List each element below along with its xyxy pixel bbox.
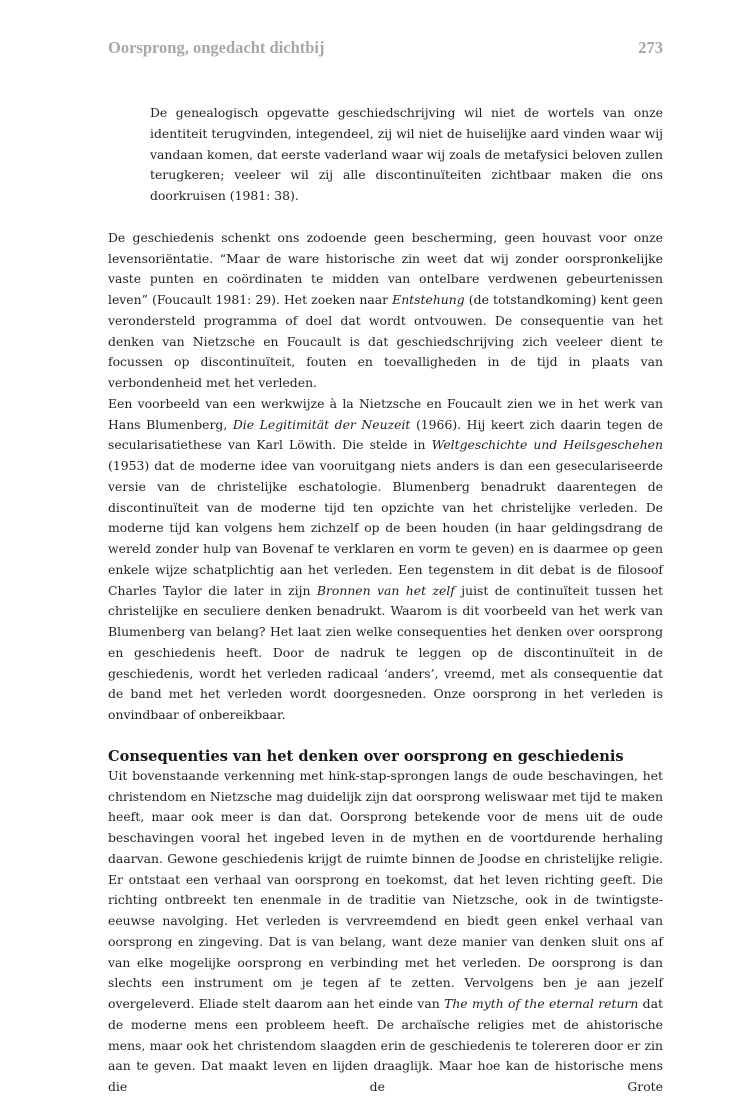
running-header [108,38,663,62]
paragraph-3-text-c: dat de moderne mens een probleem heeft. De archaïsche religies met de ahistorische mens, maar ook het christendom slaagden erin de geschiedenis te tolereren door er zin aan te geven. Dat maakt leven en lijden draaglijk. Maar hoe kan de historische mens die de Grote [108,996,663,1094]
paragraph-2-text-c: (1966). Hij keert zich daarin tegen de secularisatiethese van Karl Löwith. Die stelde in [108,416,664,453]
paragraph-1-italic-entstehung: Entstehung [392,292,465,307]
paragraph-2-text-g: juist de continuïteit tussen het christelijke en seculiere denken benadrukt. Waarom is dit voorbeeld van het werk van Blumenberg van belang? Het laat zien welke consequenties het denken over oorsprong en geschiedenis heeft. Door de nadruk te leggen op de discontinuïteit in de geschiedenis, wordt het verleden radicaal ‘anders’, vreemd, met als consequentie dat de band met het verleden wordt doorgesneden. Onze oorsprong in het verleden is onvindbaar of onbereikbaar. [108,582,663,722]
paragraph-3-italic-myth: The myth of the eternal return [444,996,639,1011]
paragraph-3-text-a: Uit bovenstaande verkenning met hink-stap-sprongen langs de oude beschavingen, het christendom en Nietzsche mag duidelijk zijn dat oorsprong weliswaar met tijd te maken heeft, maar ook meer is dan dat. Oorsprong betekende voor de mens uit de oude beschavingen vooral het ingebed leven in de mythen en de voortdurende herhaling daarvan. Gewone geschiedenis krijgt de ruimte binnen de Joodse en christelijke religie. Er ontstaat een verhaal van oorsprong en toekomst, dat het leven richting geeft. Die richting ontbreekt ten enenmale in de traditie van Nietzsche, ook in de twintigste-eeuwse navolging. Het verleden is vervreemdend en biedt geen enkel verhaal van oorsprong en zingeving. Dat is van belang, want deze manier van denken sluit ons af van elke mogelijke oorsprong en verbinding met het verleden. De oorsprong is dan slechts een instrument om je tegen af te zetten. Vervolgens ben je aan jezelf overgeleverd. Eliade stelt daarom aan het einde van [108,767,663,1011]
paragraph-1-text-a: De geschiedenis schenkt ons zodoende geen bescherming, geen houvast voor onze levensoriëntatie. “Maar de ware historische zin weet dat wij zonder oorspronkelijke vaste punten en coördinaten te midden van ontelbare verdwenen gebeurtenissen leven” (Foucault 1981: 29). Het zoeken naar [108,229,663,307]
paragraph-1 [108,228,663,394]
paragraph-2-text-e: (1953) dat de moderne idee van vooruitgang niets anders is dan een geseculariseerde versie van de christelijke eschatologie. Blumenberg benadrukt daarentegen de discontinuïteit van de moderne tijd ten opzichte van het christelijke verleden. De moderne tijd kan volgens hem zichzelf op de been houden (in haar geldingsdrang de wereld zonder hulp van Bovenaf te verklaren en vorm te geven) en is daarmee op geen enkele wijze schatplichtig aan het verleden. Een tegenstem in dit debat is de filosoof Charles Taylor die later in zijn [108,458,663,598]
running-title: Oorsprong, ongedacht dichtbij [108,38,325,57]
page-number: 273 [638,38,663,57]
paragraph-2-italic-legitimitaet: Die Legitimität der Neuzeit [232,416,411,432]
paragraph-2 [108,394,663,726]
paragraph-2-italic-weltgeschichte: Weltgeschichte und Heilsgeschehen [431,437,663,453]
block-quote: De genealogisch opgevatte geschiedschrijving wil niet de wortels van onze identiteit terugvinden, integendeel, zij wil niet de huiselijke aard vinden waar wij vandaan komen, dat eerste vaderland waar wij zoals de metafysici beloven zullen terugkeren; veeleer wil zij alle discontinuïteiten zichtbaar maken die ons doorkruisen (1981: 38). [150,105,663,203]
paragraph-2-text-a: Een voorbeeld van een werkwijze à la Nietzsche en Foucault zien we in het werk van Hans Blumenberg, [108,395,663,432]
paragraph-3 [108,766,663,1098]
section-heading: Consequenties van het denken over oorsprong en geschiedenis [108,747,624,765]
paragraph-1-text-c: (de totstandkoming) kent geen verondersteld programma of doel dat wordt ontvouwen. De consequentie van het denken van Nietzsche en Foucault is dat geschiedschrijving zich veeleer dient te focussen op discontinuïteit, fouten en toevalligheden in de tijd in plaats van verbondenheid met het verleden. [108,292,664,390]
paragraph-2-italic-bronnen: Bronnen van het zelf [316,582,455,598]
page-body [108,103,663,1098]
